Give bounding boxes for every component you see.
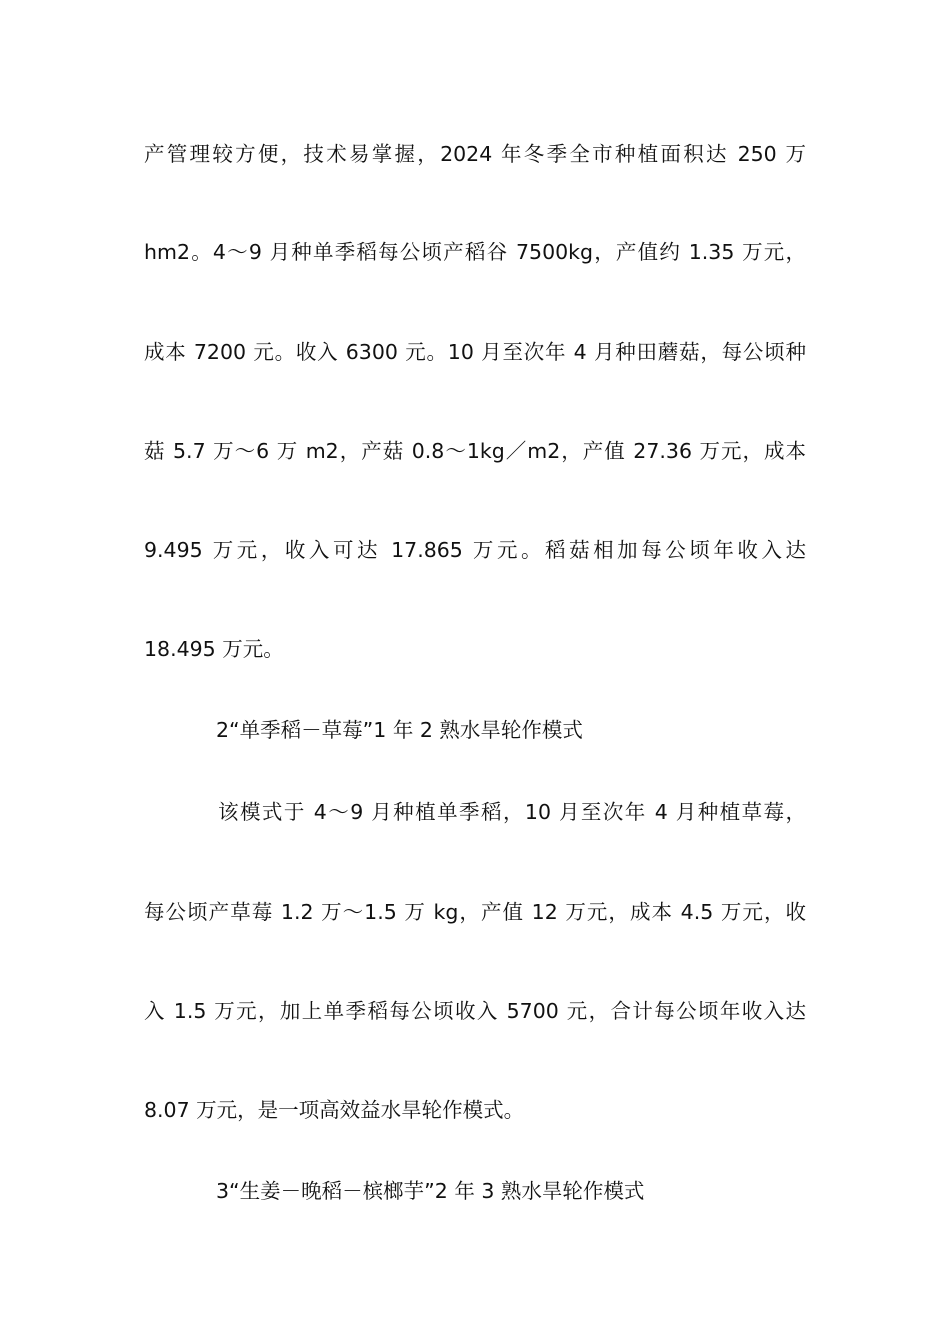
paragraph-line: 该模式于 4～9 月种植单季稻，10 月至次年 4 月种植草莓， bbox=[218, 800, 806, 824]
paragraph-line: hm2。4～9 月种单季稻每公顷产稻谷 7500kg，产值约 1.35 万元， bbox=[144, 240, 806, 264]
section-heading-3: 3“生姜－晚稻－槟榔芋”2 年 3 熟水旱轮作模式 bbox=[216, 1179, 645, 1203]
section-heading-2: 2“单季稻－草莓”1 年 2 熟水旱轮作模式 bbox=[216, 718, 583, 742]
paragraph-line: 成本 7200 元。收入 6300 元。10 月至次年 4 月种田蘑菇，每公顷种 bbox=[144, 340, 806, 364]
paragraph-line: 8.07 万元，是一项高效益水旱轮作模式。 bbox=[144, 1098, 525, 1122]
paragraph-line: 每公顷产草莓 1.2 万～1.5 万 kg，产值 12 万元，成本 4.5 万元，收 bbox=[144, 900, 806, 924]
paragraph-line: 菇 5.7 万～6 万 m2，产菇 0.8～1kg／m2，产值 27.36 万元，成本 bbox=[144, 439, 806, 463]
paragraph-line: 9.495 万元，收入可达 17.865 万元。稻菇相加每公顷年收入达 bbox=[144, 538, 806, 562]
paragraph-line: 18.495 万元。 bbox=[144, 637, 284, 661]
paragraph-line: 入 1.5 万元，加上单季稻每公顷收入 5700 元，合计每公顷年收入达 bbox=[144, 999, 806, 1023]
paragraph-line: 产管理较方便，技术易掌握，2024 年冬季全市种植面积达 250 万 bbox=[144, 142, 806, 166]
